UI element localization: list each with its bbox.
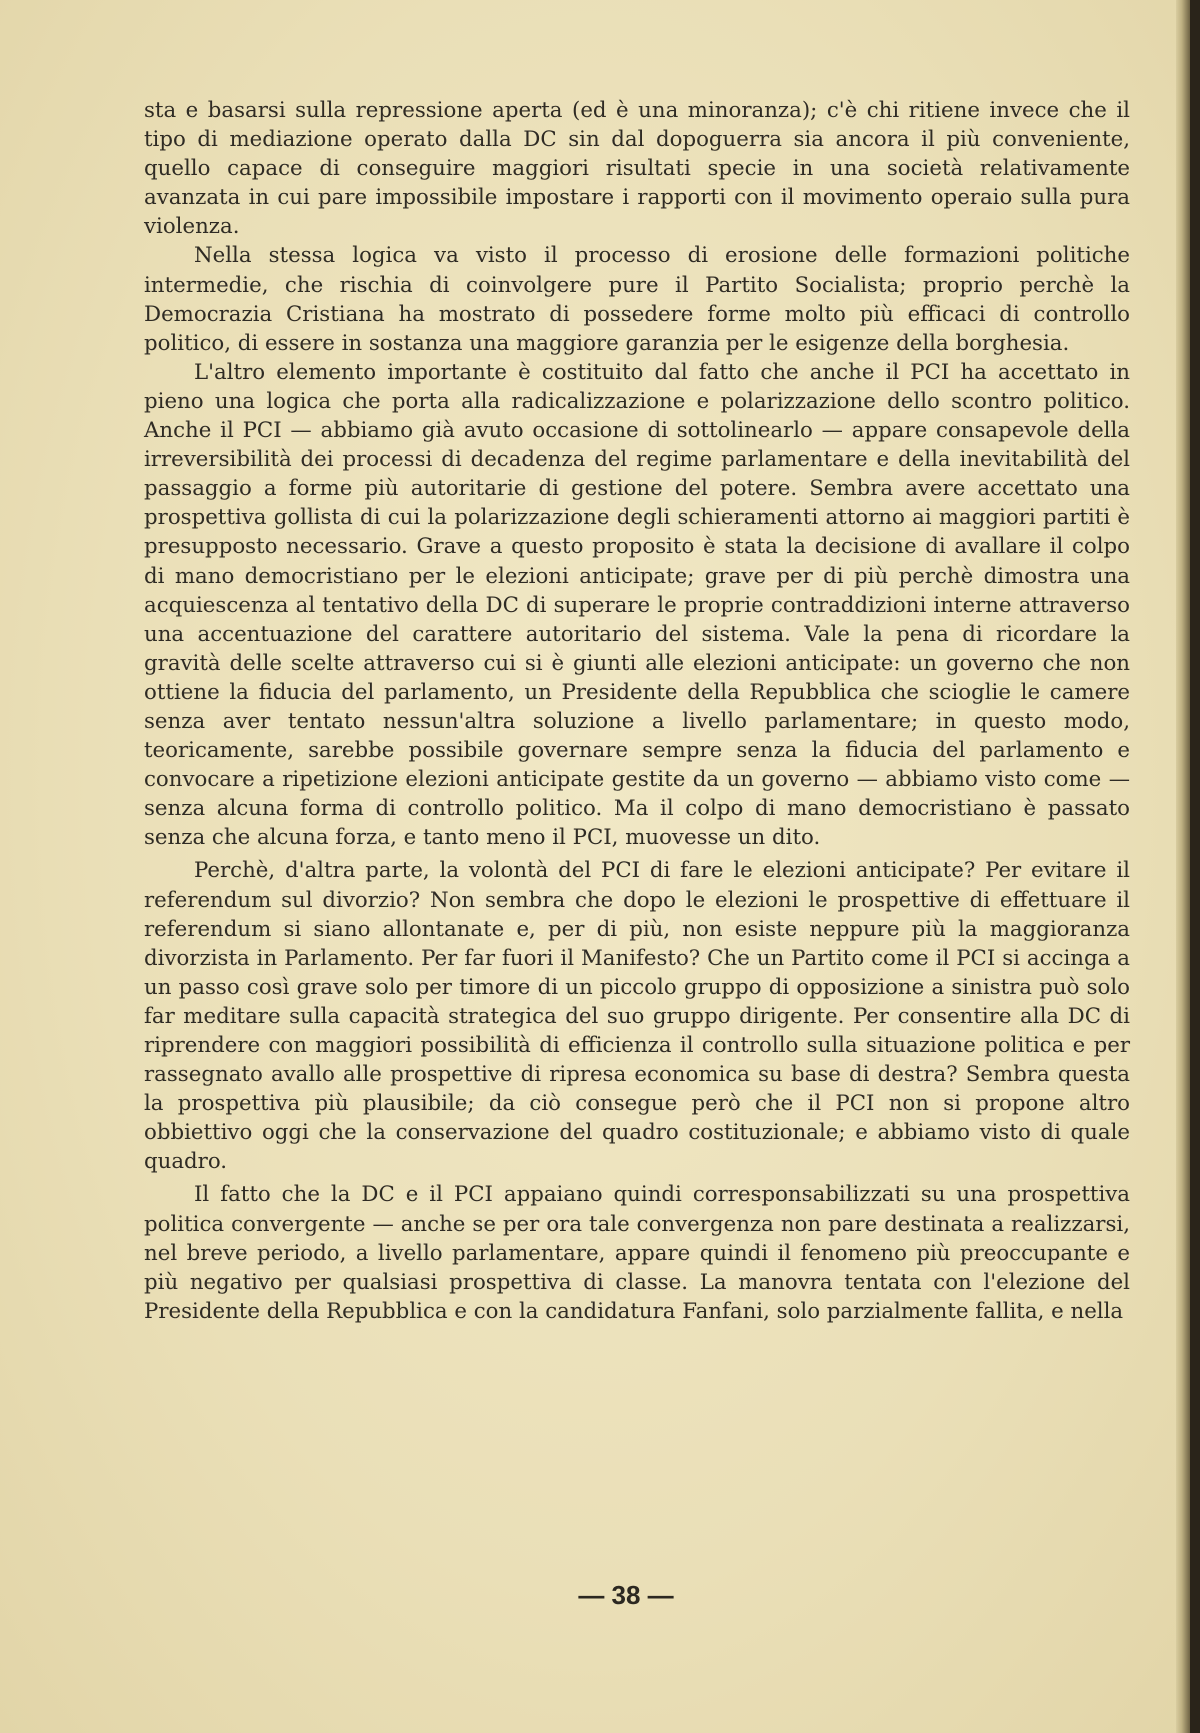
body-text	[144, 96, 1130, 1326]
paragraph-2: Nella stessa logica va visto il processo di erosione delle formazioni politiche intermedie, che rischia di coinvolgere pure il Partito Socialista; proprio perchè la Democrazia Cristiana ha mostrato di possedere forme molto più efficaci di controllo politico, di essere in sostanza una maggiore garanzia per le esigenze della borghesia.	[144, 243, 1130, 356]
paragraph-4: Perchè, d'altra parte, la volontà del PCI di fare le elezioni anticipate? Per evitare il referendum sul divorzio? Non sembra che dopo le elezioni le prospettive di effettuare il referendum si siano allontanate e, per di più, non esiste neppure più la maggioranza divorzista in Parlamento. Per far fuori il Manifesto? Che un Partito come il PCI si accinga a un passo così grave solo per timore di un piccolo gruppo di opposizione a sinistra può solo far meditare sulla capacità strategica del suo gruppo dirigente. Per consentire alla DC di riprendere con maggiori possibilità di efficienza il controllo sulla situazione politica e per rassegnato avallo alle prospettive di ripresa economica su base di destra? Sembra questa la prospettiva più plausibile; da ciò consegue però che il PCI non si propone altro obbiettivo oggi che la conservazione del quadro costituzionale; e abbiamo visto di quale quadro.	[144, 858, 1130, 1175]
page-number: — 38 —	[578, 1580, 674, 1610]
paragraph-1: sta e basarsi sulla repressione aperta (ed è una minoranza); c'è chi ritiene invece che il tipo di mediazione operato dalla DC sin dal dopoguerra sia ancora il più conveniente, quello capace di conseguire maggiori risultati specie in una società relativamente avanzata in cui pare impossibile impostare i rapporti con il movimento operaio sulla pura violenza.	[144, 98, 1130, 240]
paragraph-5: Il fatto che la DC e il PCI appaiano quindi corresponsabilizzati su una prospettiva politica convergente — anche se per ora tale convergenza non pare destinata a realizzarsi, nel breve periodo, a livello parlamentare, appare quindi il fenomeno più preoccupante e più negativo per qualsiasi prospettiva di classe. La manovra tentata con l'elezione del Presidente della Repubblica e con la candidatura Fanfani, solo parzialmente fallita, e nella	[144, 1182, 1130, 1324]
paragraph-3: L'altro elemento importante è costituito dal fatto che anche il PCI ha accettato in pieno una logica che porta alla radicalizzazione e polarizzazione dello scontro politico. Anche il PCI — abbiamo già avuto occasione di sottolinearlo — appare consapevole della irreversibilità dei processi di decadenza del regime parlamentare e della inevitabilità del passaggio a forme più autoritarie di gestione del potere. Sembra avere accettato una prospettiva gollista di cui la polarizzazione degli schieramenti attorno ai maggiori partiti è presupposto necessario. Grave a questo proposito è stata la decisione di avallare il colpo di mano democristiano per le elezioni anticipate; grave per di più perchè dimostra una acquiescenza al tentativo della DC di superare le proprie contraddizioni interne attraverso una accentuazione del carattere autoritario del sistema. Vale la pena di ricordare la gravità delle scelte attraverso cui si è giunti alle elezioni anticipate: un governo che non ottiene la fiducia del parlamento, un Presidente della Repubblica che scioglie le camere senza aver tentato nessun'altra soluzione a livello parlamentare; in questo modo, teoricamente, sarebbe possibile governare sempre senza la fiducia del parlamento e convocare a ripetizione elezioni anticipate gestite da un governo — abbiamo visto come — senza alcuna forma di controllo politico. Ma il colpo di mano democristiano è passato senza che alcuna forza, e tanto meno il PCI, muovesse un dito.	[144, 359, 1130, 851]
page-edge	[1176, 0, 1190, 1733]
